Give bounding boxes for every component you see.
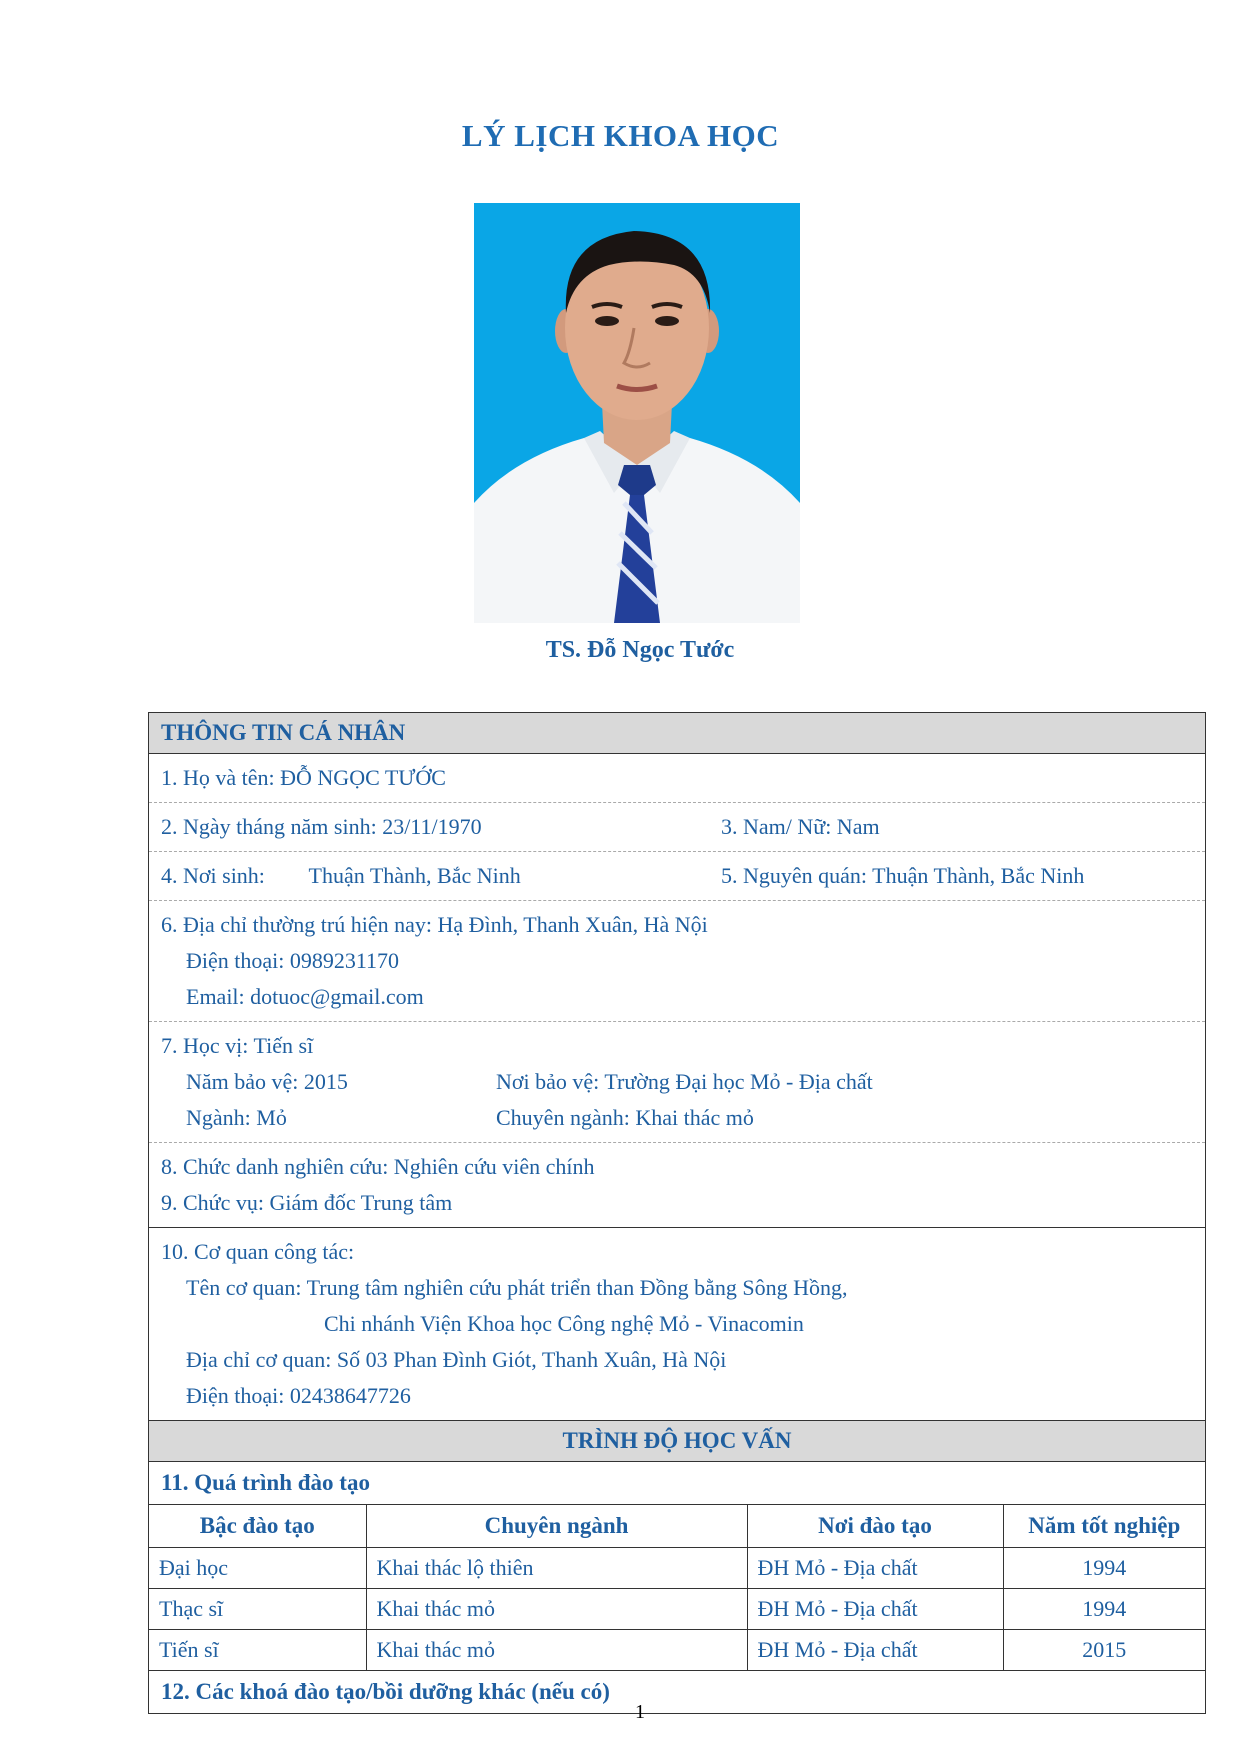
cell-level: Tiến sĩ [149,1630,366,1671]
birth-place-field: 4. Nơi sinh: Thuận Thành, Bắc Ninh [161,863,521,888]
section-header-personal: THÔNG TIN CÁ NHÂN [149,713,1205,754]
org-name-line-1: Tên cơ quan: Trung tâm nghiên cứu phát triển than Đồng bằng Sông Hồng, [186,1275,848,1300]
org-name-line-2: Chi nhánh Viện Khoa học Công nghệ Mỏ - Vinacomin [324,1311,804,1336]
hometown-field: 5. Nguyên quán: Thuận Thành, Bắc Ninh [721,863,1085,888]
birth-date-field: 2. Ngày tháng năm sinh: 23/11/1970 [161,814,482,839]
cell-year: 1994 [1003,1548,1205,1589]
table-row [149,1589,1205,1630]
column-header-graduation-year: Năm tốt nghiệp [1003,1505,1205,1548]
row-full-name [149,754,1205,803]
email-field: Email: dotuoc@gmail.com [186,984,424,1009]
education-table [149,1505,1205,1671]
cell-year: 1994 [1003,1589,1205,1630]
row-contact [149,901,1205,1022]
page-number: 1 [635,1701,645,1723]
gender-field: 3. Nam/ Nữ: Nam [721,814,880,839]
portrait-photo [474,203,800,623]
research-title-field: 8. Chức danh nghiên cứu: Nghiên cứu viên chính [161,1154,595,1179]
defense-place-field: Nơi bảo vệ: Trường Đại học Mỏ - Địa chất [496,1069,873,1094]
column-header-specialty: Chuyên ngành [366,1505,747,1548]
table-row [149,1548,1205,1589]
row-birthplace-hometown [149,852,1205,901]
position-field: 9. Chức vụ: Giám đốc Trung tâm [161,1190,453,1215]
document-title: LÝ LỊCH KHOA HỌC [461,118,780,153]
cell-institution: ĐH Mỏ - Địa chất [747,1630,1003,1671]
cell-level: Đại học [149,1548,366,1589]
cell-year: 2015 [1003,1630,1205,1671]
cell-specialty: Khai thác mỏ [366,1630,747,1671]
full-name-field: 1. Họ và tên: ĐỖ NGỌC TƯỚC [161,765,446,790]
education-table-header [149,1505,1205,1548]
cv-table [148,712,1206,1714]
other-courses-title: 12. Các khoá đào tạo/bồi dưỡng khác (nếu có) [149,1671,1205,1714]
row-degree [149,1022,1205,1143]
phone-field: Điện thoại: 0989231170 [186,948,400,973]
column-header-level: Bậc đào tạo [149,1505,366,1548]
row-birth-gender [149,803,1205,852]
cell-institution: ĐH Mỏ - Địa chất [747,1589,1003,1630]
column-header-institution: Nơi đào tạo [747,1505,1003,1548]
cell-specialty: Khai thác mỏ [366,1589,747,1630]
table-row [149,1630,1205,1671]
cell-level: Thạc sĩ [149,1589,366,1630]
row-workplace [149,1228,1205,1421]
row-titles [149,1143,1205,1228]
workplace-label: 10. Cơ quan công tác: [161,1239,355,1264]
defense-year-field: Năm bảo vệ: 2015 [186,1069,348,1094]
training-history-title: 11. Quá trình đào tạo [149,1462,1205,1505]
address-field: 6. Địa chỉ thường trú hiện nay: Hạ Đình, Thanh Xuân, Hà Nội [161,912,708,937]
specialty-field: Chuyên ngành: Khai thác mỏ [496,1105,754,1130]
degree-field: 7. Học vị: Tiến sĩ [161,1033,314,1058]
field-of-study: Ngành: Mỏ [186,1105,287,1130]
cell-specialty: Khai thác lộ thiên [366,1548,747,1589]
section-header-education: TRÌNH ĐỘ HỌC VẤN [149,1421,1205,1462]
cell-institution: ĐH Mỏ - Địa chất [747,1548,1003,1589]
org-phone-field: Điện thoại: 02438647726 [186,1383,411,1408]
person-name-caption: TS. Đỗ Ngọc Tước [545,637,735,663]
org-address-field: Địa chỉ cơ quan: Số 03 Phan Đình Giót, Thanh Xuân, Hà Nội [186,1347,727,1372]
